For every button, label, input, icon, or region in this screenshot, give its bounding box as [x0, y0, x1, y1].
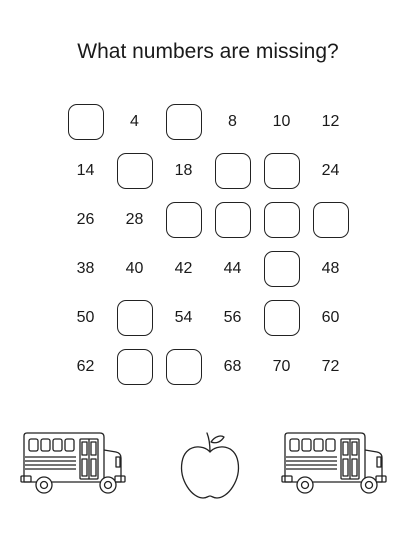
number-cell [306, 97, 355, 146]
answer-box-outline[interactable] [264, 202, 300, 238]
school-bus-icon [281, 430, 399, 496]
number-label: 40 [125, 259, 144, 277]
number-label: 50 [76, 308, 95, 326]
number-label: 42 [174, 259, 193, 277]
answer-box-outline[interactable] [166, 104, 202, 140]
number-cell [61, 244, 110, 293]
number-cell [159, 146, 208, 195]
answer-box[interactable] [159, 195, 208, 244]
number-label: 8 [228, 112, 237, 130]
answer-box-outline[interactable] [264, 153, 300, 189]
number-cell [159, 293, 208, 342]
answer-box[interactable] [110, 293, 159, 342]
number-cell [208, 97, 257, 146]
answer-box-outline[interactable] [264, 300, 300, 336]
number-label: 38 [76, 259, 95, 277]
number-cell [306, 293, 355, 342]
number-grid [61, 97, 355, 391]
number-label: 18 [174, 161, 193, 179]
number-cell [61, 293, 110, 342]
answer-box-outline[interactable] [117, 349, 153, 385]
answer-box-outline[interactable] [166, 349, 202, 385]
answer-box[interactable] [61, 97, 110, 146]
answer-box[interactable] [257, 293, 306, 342]
answer-box-outline[interactable] [117, 300, 153, 336]
answer-box-outline[interactable] [117, 153, 153, 189]
number-label: 54 [174, 308, 193, 326]
number-cell [61, 146, 110, 195]
number-cell [159, 244, 208, 293]
number-cell [306, 146, 355, 195]
number-cell [61, 195, 110, 244]
number-label: 10 [272, 112, 291, 130]
apple-icon [177, 430, 243, 502]
number-label: 4 [130, 112, 139, 130]
answer-box[interactable] [257, 244, 306, 293]
number-cell [110, 97, 159, 146]
number-label: 60 [321, 308, 340, 326]
answer-box[interactable] [257, 195, 306, 244]
number-cell [61, 342, 110, 391]
number-cell [306, 342, 355, 391]
number-label: 24 [321, 161, 340, 179]
number-label: 70 [272, 357, 291, 375]
number-label: 12 [321, 112, 340, 130]
number-label: 44 [223, 259, 242, 277]
number-cell [257, 342, 306, 391]
number-cell [110, 195, 159, 244]
answer-box[interactable] [257, 146, 306, 195]
answer-box[interactable] [159, 97, 208, 146]
number-label: 62 [76, 357, 95, 375]
number-label: 56 [223, 308, 242, 326]
answer-box[interactable] [110, 146, 159, 195]
number-cell [208, 244, 257, 293]
number-label: 28 [125, 210, 144, 228]
answer-box[interactable] [208, 195, 257, 244]
answer-box[interactable] [208, 146, 257, 195]
answer-box-outline[interactable] [166, 202, 202, 238]
answer-box[interactable] [306, 195, 355, 244]
answer-box[interactable] [159, 342, 208, 391]
number-cell [306, 244, 355, 293]
number-label: 14 [76, 161, 95, 179]
number-label: 26 [76, 210, 95, 228]
number-cell [208, 293, 257, 342]
answer-box[interactable] [110, 342, 159, 391]
answer-box-outline[interactable] [215, 153, 251, 189]
school-bus-icon [20, 430, 138, 496]
worksheet-title: What numbers are missing? [77, 40, 339, 63]
number-label: 72 [321, 357, 340, 375]
number-label: 68 [223, 357, 242, 375]
answer-box-outline[interactable] [264, 251, 300, 287]
number-cell [208, 342, 257, 391]
number-label: 48 [321, 259, 340, 277]
answer-box-outline[interactable] [215, 202, 251, 238]
number-cell [110, 244, 159, 293]
answer-box-outline[interactable] [313, 202, 349, 238]
answer-box-outline[interactable] [68, 104, 104, 140]
number-cell [257, 97, 306, 146]
